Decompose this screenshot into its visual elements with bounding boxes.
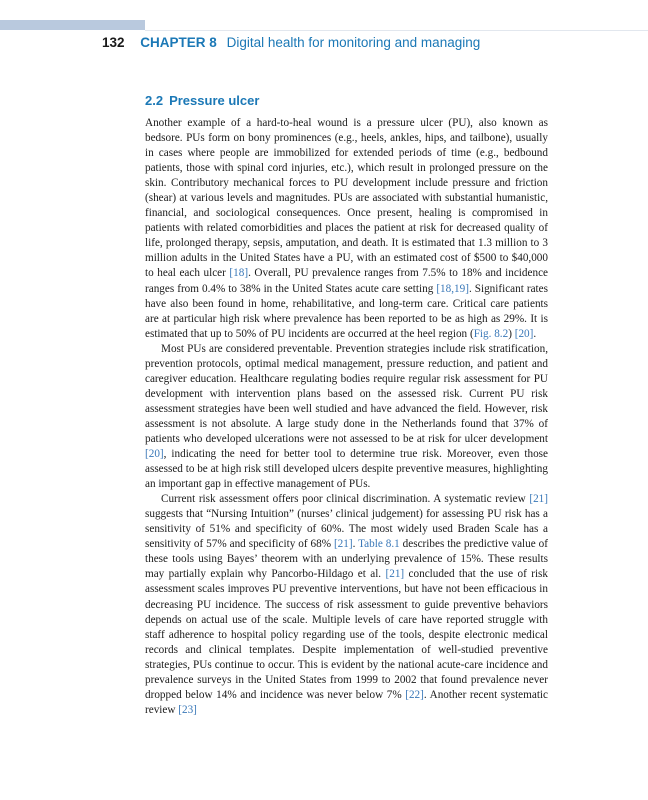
paragraph-text: concluded that the use of risk assessment scales improves PU preventive interventions, but have not been efficacious in decreasing PU incidence. The success of risk assessment to guide preventive behaviors depends on actual use of the scale. Multiple levels of care have reported struggle with staff adherence to hospital policy regarding use of the tools, despite electronic medical records and clinical templates. Despite implementation of well-studied preventive strategies, PUs continue to occur. This is evident by the national acute-care incidence and prevalence surveys in the United States from 1999 to 2002 that found prevalence never dropped below 14% and incidence was never below 7% [145,568,548,701]
page-number: 132 [102,35,125,50]
citation-link[interactable]: [20] [514,327,534,340]
paragraph-text: . [533,327,537,340]
citation-link[interactable]: [23] [178,703,197,716]
citation-link[interactable]: Fig. 8.2 [473,327,509,340]
body-paragraph [145,492,548,718]
section-title: Pressure ulcer [169,93,260,108]
citation-link[interactable]: [21] [385,568,405,581]
citation-link[interactable]: [18] [229,267,249,280]
body-paragraph [145,116,548,342]
paragraph-text: ) [508,327,515,340]
paragraph-text: . [352,538,359,551]
section-pressure-ulcer [145,92,548,718]
body-text [145,116,548,718]
citation-link[interactable]: [20] [145,448,164,461]
chapter-label: CHAPTER 8 [140,35,217,50]
citation-link[interactable]: [21] [333,538,353,551]
paragraph-text: suggests that “Nursing Intuition” (nurses’ clinical judgement) for assessing PU risk has a sensitivity of 51% and specificity of 60%. The most widely used Braden Scale has a sensitivity of 57% and specificity of 68% [145,508,548,551]
header-color-band [0,20,145,30]
running-head [102,35,480,50]
paragraph-text: . Overall, PU prevalence ranges from 7.5% to 18% and incidence ranges from 0.4% to 38% in the United States acute care setting [145,267,548,295]
paragraph-text: , indicating the need for better tool to determine true risk. Moreover, even those assessed to be at high risk still developed ulcers despite preventive measures, highlighting an important gap in effective management of PUs. [145,448,548,491]
section-heading [145,92,548,110]
section-number: 2.2 [145,93,164,108]
citation-link[interactable]: [21] [529,493,548,506]
header-rule [145,30,648,31]
citation-link[interactable]: [22] [405,688,424,701]
paragraph-text: Most PUs are considered preventable. Prevention strategies include risk stratification, prevention protocols, optimal medical management, pressure reduction, and patient and caregiver education. Healthcare regulating bodies require regular risk assessment for PU development with intervention plans based on the assessed risk. Current PU risk assessment strategies have been well studied and have advanced the field. However, risk assessment is not absolute. A large study done in the Netherlands found that 37% of patients who developed ulcerations were not assessed to be at risk for ulcer development [145,342,548,445]
paragraph-text: Current risk assessment offers poor clinical discrimination. A systematic review [161,493,530,506]
citation-link[interactable]: [18,19] [436,282,469,295]
paragraph-text: . Significant rates have also been found in home, rehabilitative, and long-term care. Critical care patients are at particular high risk where prevalence has been reported to be as high as 29%. It is estimated that up to 50% of PU incidents are occurred at the heel region ( [145,282,548,340]
paragraph-text: describes the predictive value of these tools using Bayes’ theorem with an underlying prevalence of 15%. These results may partially explain why Pancorbo-Hildago et al. [145,538,548,581]
citation-link[interactable]: Table 8.1 [358,538,400,551]
chapter-title: Digital health for monitoring and managing [226,35,481,50]
paragraph-text: Another example of a hard-to-heal wound is a pressure ulcer (PU), also known as bedsore. PUs form on bony prominences (e.g., heels, ankles, hips, and tailbone), usually in cases where people are immobilized for extended periods of time (e.g., bedbound patients, those with spinal cord injuries, etc.), which result in prolonged pressure on the skin. Contributory mechanical forces to PU development include pressure and friction (shear) at various levels and magnitudes. PUs are associated with substantial humanistic, financial, and sociological consequences. Once present, healing is compromised in patients with related comorbidities and places the patient at risk for decreased quality of life, prolonged therapy, sepsis, amputation, and death. It is estimated that 1.3 million to 3 million adults in the United States have a PU, with an estimated cost of $500 to $40,000 to heal each ulcer [145,117,548,280]
body-paragraph [145,342,548,492]
paragraph-text: . Another recent systematic review [145,688,548,716]
